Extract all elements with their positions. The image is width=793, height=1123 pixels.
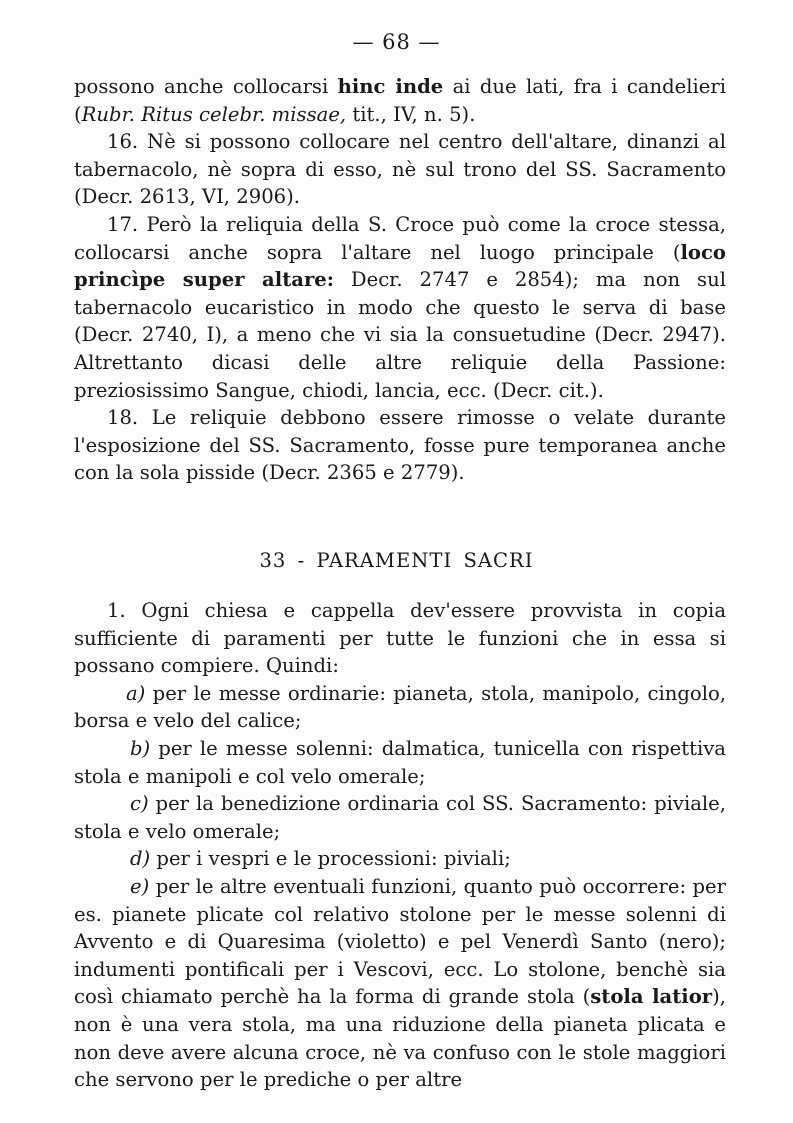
page-number: — 68 — [352,30,441,54]
list-marker: d) [130,847,151,871]
list-item-text: per le altre eventuali funzioni, quanto può occorrere: per es. pianete plicate col relativo stolone per le messe solenni di Avvento e di Quaresima (violetto) e pel Venerdì Santo (nero); indumenti pontificali per i Vescovi, ecc. Lo stolone, benchè sia così chiamato perchè ha la forma di grande stola ( [74,874,726,1009]
text-run: Decr. 2747 e 2854); ma non sul tabernacolo eucaristico in modo che questo le serva di base (Decr. 2740, I), a meno che vi sia la consuetudine (Decr. 2947). Altrettanto dicasi delle altre reliquie della Passione: preziosissimo Sangue, chiodi, lancia, ecc. (Decr. cit.). [74,268,726,402]
paragraph-section-1: 1. Ogni chiesa e cappella dev'essere provvista in copia sufficiente di paramenti per tutte le funzioni che in essa si possano compiere. Quindi: [74,599,726,678]
paragraph-18: 18. Le reliquie debbono essere rimosse o velate durante l'esposizione del SS. Sacramento, fosse pure temporanea anche con la sola pisside (Decr. 2365 e 2779). [74,406,726,485]
bold-run: hinc inde [337,75,444,98]
paragraph-continuation [74,73,726,128]
list-item-text: per le messe ordinarie: pianeta, stola, manipolo, cingolo, borsa e velo del calice; [74,681,726,733]
list-item [74,873,726,1094]
list-item [74,680,726,735]
text-run: 17. Però la reliquia della S. Croce può come la croce stessa, collocarsi anche sopra l'altare nel luogo principale ( [74,212,726,264]
list-item [74,735,726,790]
list-marker: a) [126,681,146,705]
italic-run: Rubr. Ritus celebr. missae, [81,102,347,126]
text-run: ai due lati, fra i candelieri ( [74,75,727,126]
list-marker: c) [130,792,149,816]
text-run: tit., IV, n. 5). [346,102,476,126]
list-marker: e) [130,874,150,898]
paragraph-17 [74,211,726,404]
text-run: possono anche collocarsi [74,75,338,98]
paragraph-16: 16. Nè si possono collocare nel centro dell'altare, dinanzi al tabernacolo, nè sopra di esso, nè sul trono del SS. Sacramento (Decr. 2613, VI, 2906). [74,130,726,209]
bold-run: stola latior [590,985,713,1009]
list-marker: b) [130,736,151,760]
list-item-text: per i vespri e le processioni: piviali; [150,847,511,871]
section-heading: 33 - PARAMENTI SACRI [259,549,534,572]
upper-text-block [74,73,726,487]
list-item-text: ), non è una vera stola, ma una riduzione della pianeta plicata e non deve avere alcuna croce, nè va confuso con le stole maggiori che servono per le prediche o per altre [74,985,727,1092]
bold-run: loco princìpe super altare: [74,240,726,292]
list-item-text: per la benedizione ordinaria col SS. Sacramento: piviale, stola e velo omerale; [74,792,726,843]
list-item [74,845,726,873]
lower-text-block [74,597,726,1094]
list-item [74,790,726,845]
list-item-text: per le messe solenni: dalmatica, tunicella con rispettiva stola e manipoli e col velo omerale; [74,736,726,788]
